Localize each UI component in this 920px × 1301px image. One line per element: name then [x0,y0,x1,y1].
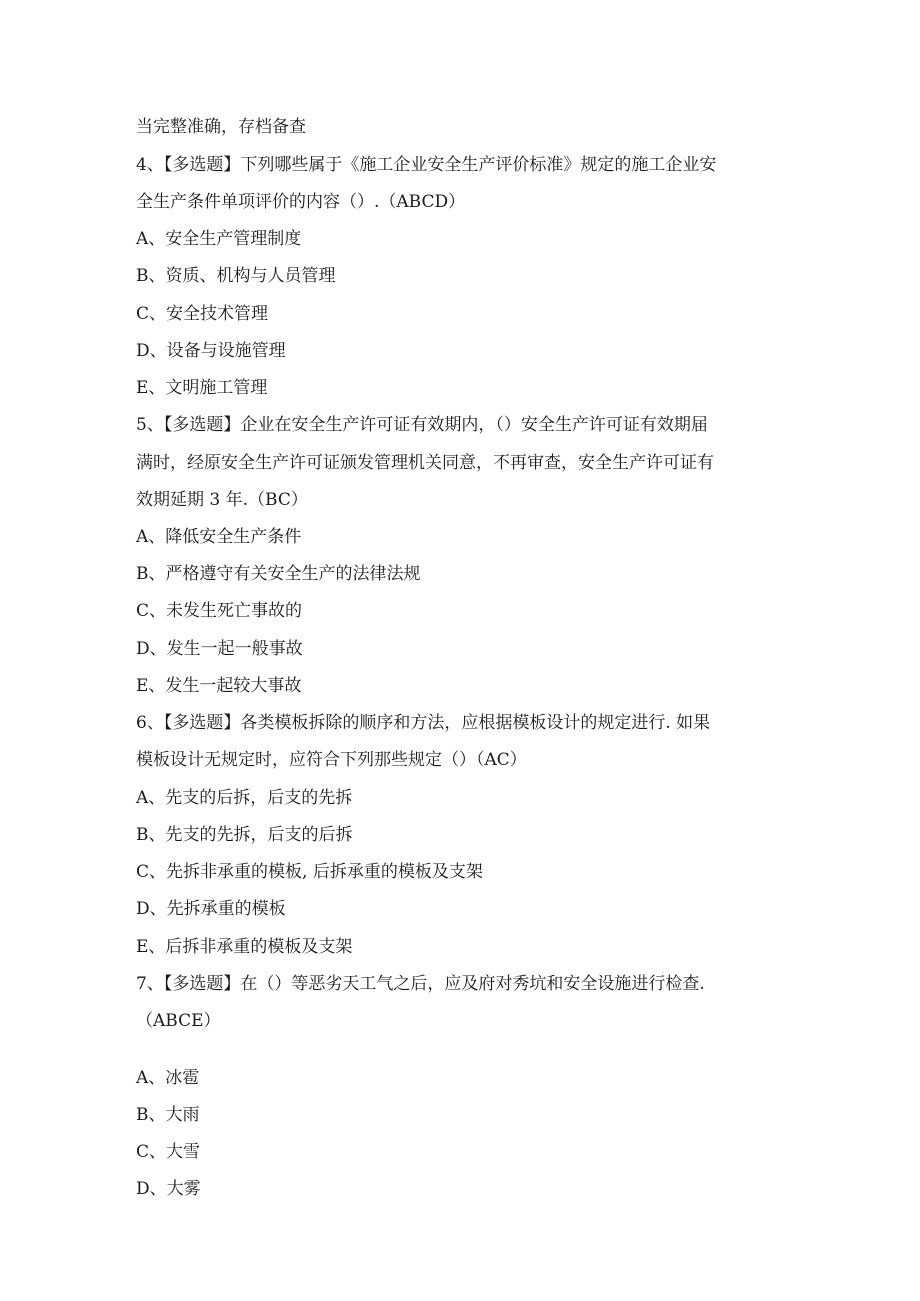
question-6-option-c: C、先拆非承重的模板, 后拆承重的模板及支架 [136,862,483,882]
question-6-option-a: A、先支的后拆，后支的先拆 [136,788,353,808]
question-5-option-c: C、未发生死亡事故的 [136,601,303,621]
text-line-continuation: 当完整准确，存档备查 [136,117,306,137]
question-6-text-cont: 模板设计无规定时，应符合下列那些规定（）（AC） [136,750,527,770]
question-5-option-e: E、发生一起较大事故 [136,676,302,696]
question-7-option-c: C、大雪 [136,1142,201,1162]
question-7-option-a: A、冰雹 [136,1068,200,1088]
question-4-option-e: E、文明施工管理 [136,378,268,398]
question-5-text-cont-2: 效期延期 3 年.（BC） [136,490,308,510]
question-7-text: 7、【多选题】在（）等恶劣天工气之后，应及府对秀坑和安全设施进行检查. [136,974,705,994]
question-5-option-b: B、严格遵守有关安全生产的法律法规 [136,564,421,584]
question-4-option-c: C、安全技术管理 [136,304,269,324]
question-6-option-e: E、后拆非承重的模板及支架 [136,937,353,957]
question-5-text: 5、【多选题】企业在安全生产许可证有效期内，（）安全生产许可证有效期届 [136,415,708,435]
question-7-answer: （ABCE） [136,1011,221,1031]
question-7-option-b: B、大雨 [136,1105,200,1125]
question-6-text: 6、【多选题】各类模板拆除的顺序和方法，应根据模板设计的规定进行. 如果 [136,713,711,733]
question-4-option-d: D、设备与设施管理 [136,341,286,361]
question-4-option-b: B、资质、机构与人员管理 [136,266,336,286]
question-6-option-d: D、先拆承重的模板 [136,899,286,919]
question-4-option-a: A、安全生产管理制度 [136,229,302,249]
question-4-text: 4、【多选题】下列哪些属于《施工企业安全生产评价标准》规定的施工企业安 [136,155,717,175]
question-6-option-b: B、先支的先拆，后支的后拆 [136,825,353,845]
question-5-text-cont-1: 满时，经原安全生产许可证颁发管理机关同意，不再审查，安全生产许可证有 [136,453,714,473]
question-5-option-d: D、发生一起一般事故 [136,639,303,659]
question-5-option-a: A、降低安全生产条件 [136,527,302,547]
question-4-text-cont: 全生产条件单项评价的内容（）.（ABCD） [136,192,466,212]
question-7-option-d: D、大雾 [136,1179,201,1199]
